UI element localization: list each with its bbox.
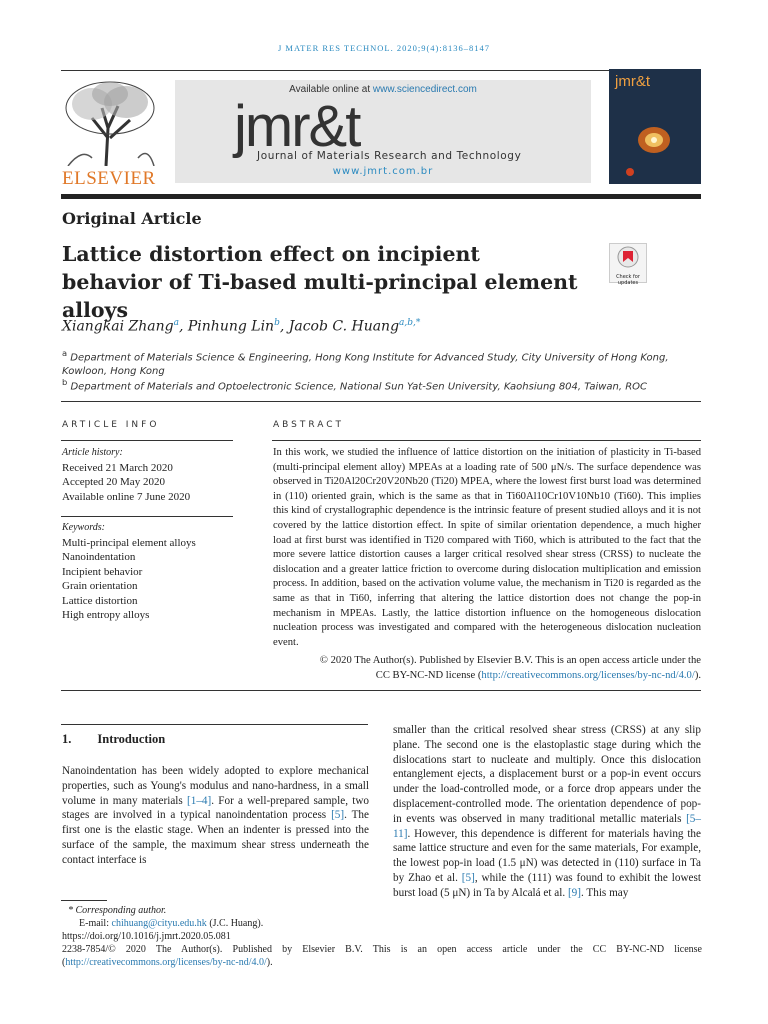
issn-license-note: 2238-7854/© 2020 The Author(s). Published by Elsevier B.V. This is an open access article under the CC BY-NC-ND license (http://creativecommons.org/licenses/by-nc-nd/4.0/). (62, 944, 702, 968)
keywords: Keywords: Multi-principal element alloys Nanoindentation Incipient behavior Grain orientation Lattice distortion High entropy alloys (62, 521, 234, 623)
header-rule (61, 194, 701, 199)
available-online: Available online at www.sciencedirect.com (289, 84, 477, 95)
section-heading: 1. Introduction (62, 732, 166, 746)
email-link[interactable]: chihuang@cityu.edu.hk (111, 918, 207, 929)
author-name[interactable]: Xiangkai Zhang (62, 318, 174, 335)
check-for-updates-button[interactable] (609, 243, 647, 286)
history-item: Accepted 20 May 2020 (62, 476, 165, 488)
history-item: Received 21 March 2020 (62, 461, 173, 474)
article-history: Article history: Received 21 March 2020 Accepted 20 May 2020 Available online 7 June 2020 (62, 446, 234, 504)
corresponding-author-note: * Corresponding author. (68, 905, 167, 916)
cover-title: jmr&t (615, 73, 650, 90)
affiliation-a: $^a$ Department of Materials Science & Engineering, Hong Kong Institute for Advanced Study, City University of Hong Kong, Kowloon, Hong Kong (62, 348, 669, 378)
intro-left-column: Nanoindentation has been widely adopted to explore mechanical properties, such as Young's modulus and nano-hardness, in a small volume in many materials [1–4]. For a well-prepared sample, two stages are involved in a typical nanoindentation process [5]. The first one is the elastic stage. When an indenter is pressed into the surface of the sample, the maximum shear stress underneath the contact interface is (62, 765, 370, 866)
sciencedirect-link[interactable]: www.sciencedirect.com (372, 84, 477, 95)
divider (272, 440, 701, 441)
journal-url-link[interactable]: www.jmrt.com.br (332, 166, 434, 177)
divider (61, 690, 701, 691)
history-item: Available online 7 June 2020 (62, 490, 191, 503)
divider (61, 724, 368, 725)
journal-logo: jmr&t (234, 94, 360, 159)
top-rule (61, 70, 701, 71)
keyword: Multi-principal element alloys (62, 536, 196, 549)
citation-link[interactable]: [1–4] (187, 794, 212, 807)
publisher-name: ELSEVIER (62, 168, 156, 189)
divider (61, 440, 233, 441)
article-info-heading: ARTICLE INFO (62, 420, 160, 430)
keyword: High entropy alloys (62, 609, 150, 621)
author-name[interactable]: Pinhung Lin (187, 318, 275, 335)
footnote-rule (61, 900, 107, 901)
crossmark-label: Check for updates (616, 274, 640, 286)
affiliation-b: $^b$ Department of Materials and Optoelectronic Science, National Sun Yat-Sen University, Kaohsiung 804, Taiwan, ROC (62, 377, 648, 393)
doi-link[interactable]: https://doi.org/10.1016/j.jmrt.2020.05.081 (62, 931, 231, 942)
journal-full-name: Journal of Materials Research and Technology (257, 150, 522, 162)
author-list: Xiangkai Zhang$^a$, Pinhung Lin$^b$, Jacob C. Huang$^{a,b,*}$ (62, 318, 421, 335)
divider (61, 516, 233, 517)
email-note: E-mail: chihuang@cityu.edu.hk (J.C. Huang). (79, 918, 264, 929)
author-name[interactable]: Jacob C. Huang (288, 318, 400, 335)
abstract-copyright: © 2020 The Author(s). Published by Elsevier B.V. This is an open access article under the CC BY-NC-ND license (http://creativecommons.org/licenses/by-nc-nd/4.0/). (319, 655, 701, 681)
keyword: Nanoindentation (62, 551, 136, 563)
keyword: Incipient behavior (62, 565, 143, 578)
citation-link[interactable]: [5] (331, 809, 345, 822)
citation-link[interactable]: [5] (461, 871, 475, 884)
article-title: Lattice distortion effect on incipient behavior of Ti-based multi-principal element alloys (62, 242, 578, 322)
crossmark-icon (610, 244, 646, 270)
license-link[interactable]: http://creativecommons.org/licenses/by-nc-nd/4.0/ (65, 957, 267, 968)
article-type: Original Article (62, 209, 202, 228)
elsevier-tree-logo (62, 78, 158, 166)
license-link[interactable]: http://creativecommons.org/licenses/by-nc-nd/4.0/ (481, 669, 695, 681)
abstract-body: In this work, we studied the influence of lattice distortion on the initiation of plasticity in Ti-based (multi-principal element alloy) MPEAs at a loading rate of 500 μN/s. The surface dependence was observed in Ti20Al20Cr20V20Nb20 (Ti20) MPEA, where the lowest first burst load was determined in (110) oriented grain, which is the same as that in Ti60Al10Cr10V10Nb10 (Ti60). This implies this kind of crystallographic dependence is the intrinsic feature of present studied alloys and it is not covered by the lattice distortion effect. In spite of similar orientation dependence, a much higher load at first burst was identified in Ti20 compared with Ti60, which is attributed to the fact that the more severe lattice distortion causes a larger critical resolved shear stress (CRSS) to nucleate the dislocation and a greater lattice friction to overcome during dislocation multiplication and emission process. In addition, based on the activation volume value, the mechanism in Ti20 is regarded as the same as that in Ti60, inferring that altering the lattice distortion does not change the pop-in mechanism in MPEAs. Lastly, the lattice distortion influence on the homogeneous dislocation nucleation process was investigated and compared with the heterogeneous dislocation nucleation event. (273, 447, 701, 648)
divider (61, 401, 701, 402)
keyword: Lattice distortion (62, 594, 138, 607)
cover-image (618, 118, 694, 178)
abstract-heading: ABSTRACT (273, 420, 345, 430)
intro-right-column: smaller than the critical resolved shear stress (CRSS) at any slip plane. The second one is the elastoplastic stage during which the dislocations start to nucleate and multiply. Once this dislocation entanglement ejects, a displacement burst or a pop-in event occurs under the load-controlled mode, or a force drop appears under the displacement-controlled mode. The orientation dependence of pop-in events was observed in many traditional metallic materials [5–11]. However, this dependence is different for materials having the same lattice structure and even for the same materials, For example, the lowest pop-in load (1.5 μN) was detected in (110) surface in Ta by Zhao et al. [5], while the (111) was found to exhibit the lowest burst load (5 μN) in Ta by Alcalá et al. [9]. This may (393, 724, 701, 899)
citation-link[interactable]: [5–11] (393, 812, 701, 840)
journal-citation: J MATER RES TECHNOL. 2020;9(4):8136–8147 (278, 43, 490, 53)
citation-link[interactable]: [9] (567, 886, 581, 899)
keyword: Grain orientation (62, 580, 138, 592)
